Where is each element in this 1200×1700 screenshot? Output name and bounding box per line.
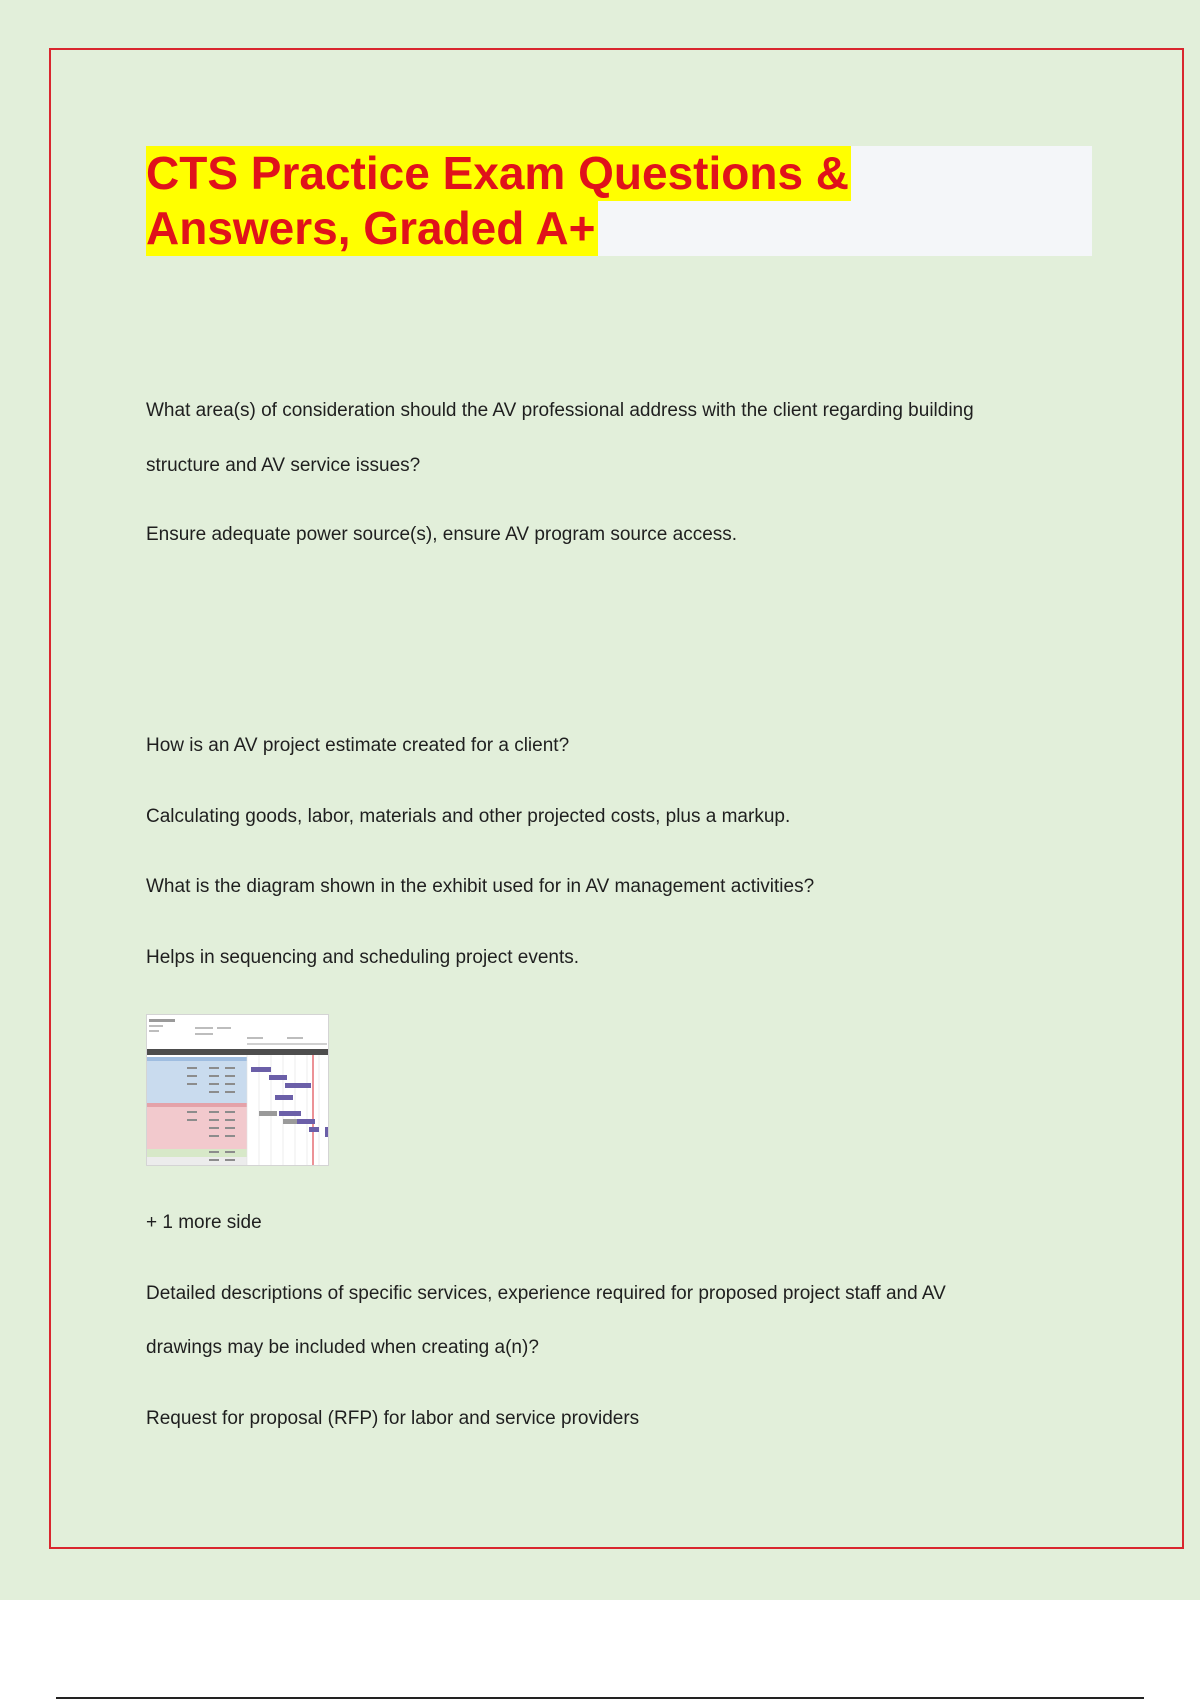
question-3: What is the diagram shown in the exhibit used for in AV management activities?	[146, 876, 815, 897]
answer-3: Helps in sequencing and scheduling project events.	[146, 947, 580, 968]
document-title-line-2: Answers, Graded A+	[146, 202, 596, 254]
answer-2: Calculating goods, labor, materials and other projected costs, plus a markup.	[146, 806, 791, 827]
gantt-chart-icon	[147, 1015, 329, 1166]
answer-1: Ensure adequate power source(s), ensure AV program source access.	[146, 524, 738, 545]
more-side-link[interactable]: + 1 more side	[146, 1212, 262, 1233]
question-1-line-2: structure and AV service issues?	[146, 455, 421, 476]
page-border-frame	[49, 48, 1184, 1549]
question-1-line-1: What area(s) of consideration should the AV professional address with the client regarding building	[146, 400, 974, 421]
title-block	[146, 146, 1092, 256]
question-4-line-1: Detailed descriptions of specific services, experience required for proposed project staff and AV	[146, 1283, 946, 1304]
answer-4: Request for proposal (RFP) for labor and service providers	[146, 1408, 640, 1429]
footer-divider	[56, 1697, 1144, 1699]
document-title-line-1: CTS Practice Exam Questions &	[146, 147, 850, 199]
question-2: How is an AV project estimate created for a client?	[146, 735, 570, 756]
gantt-chart-image	[146, 1014, 329, 1166]
question-4-line-2: drawings may be included when creating a(n)?	[146, 1337, 539, 1358]
